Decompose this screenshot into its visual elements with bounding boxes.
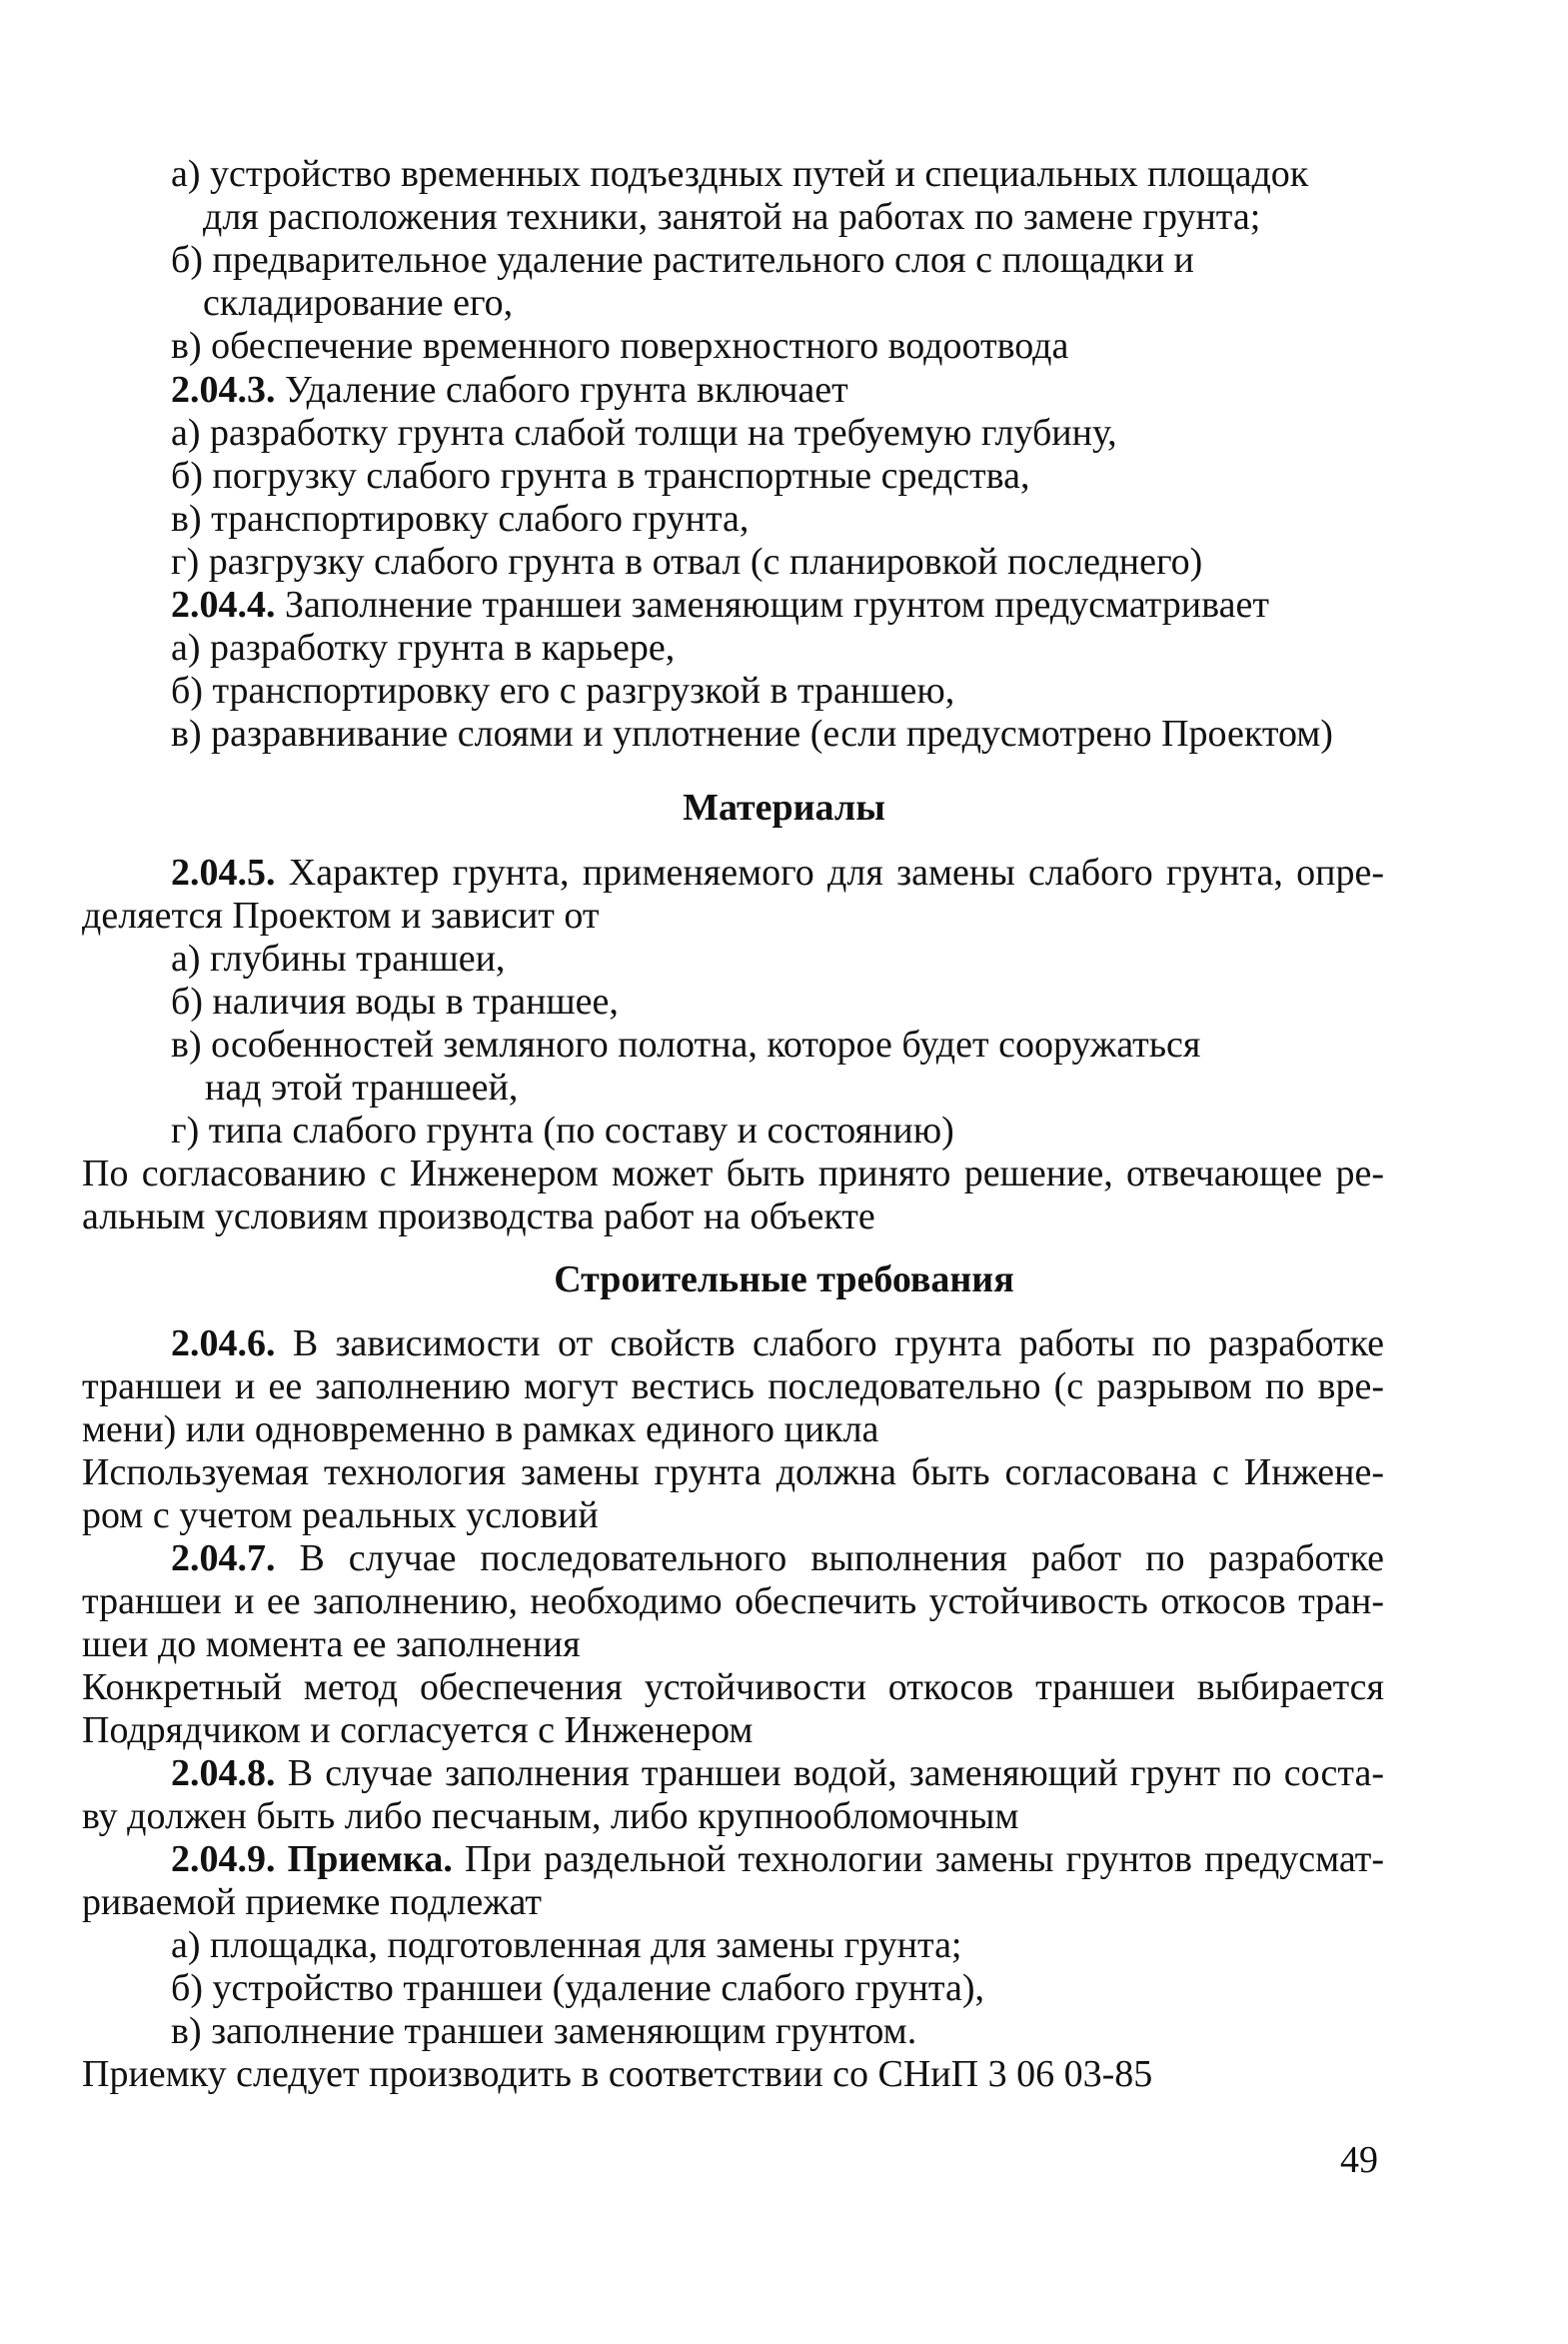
list-item-continuation: для расположения техники, занятой на работах по замене грунта;: [203, 196, 1261, 238]
list-item: в) особенностей земляного полотна, которое будет сооружаться: [171, 1024, 1201, 1066]
list-item: в) заполнение траншеи заменяющим грунтом.: [171, 2010, 917, 2052]
section-2-04-8-line1: [171, 1752, 1384, 1795]
section-text: В случае заполнения траншеи водой, заменяющий грунт по соста-: [275, 1752, 1384, 1794]
section-2-04-7-line1: [171, 1537, 1384, 1580]
list-item: б) погрузку слабого грунта в транспортные средства,: [171, 455, 1030, 497]
section-number: 2.04.7.: [171, 1537, 276, 1579]
section-2-04-9-line1: [171, 1838, 1384, 1881]
paragraph-line: Приемку следует производить в соответствии со СНиП 3 06 03-85: [82, 2053, 1153, 2095]
section-number: 2.04.5.: [171, 852, 276, 894]
section-number: 2.04.9.: [171, 1838, 276, 1880]
paragraph-line: траншеи и ее заполнению, необходимо обеспечить устойчивость откосов тран-: [82, 1580, 1384, 1622]
list-item: г) разгрузку слабого грунта в отвал (с планировкой последнего): [171, 541, 1203, 583]
section-text: Удаление слабого грунта включает: [275, 369, 848, 411]
section-text: В зависимости от свойств слабого грунта работы по разработке: [275, 1322, 1384, 1364]
paragraph-line: альным условиям производства работ на объекте: [82, 1195, 875, 1237]
paragraph-line: риваемой приемке подлежат: [82, 1881, 543, 1923]
paragraph-line: траншеи и ее заполнению могут вестись последовательно (с разрывом по вре-: [82, 1365, 1384, 1407]
list-item: б) наличия воды в траншее,: [171, 981, 619, 1023]
list-item: б) транспортировку его с разгрузкой в траншею,: [171, 670, 955, 712]
heading-construction-requirements: Строительные требования: [554, 1258, 1014, 1300]
list-item: а) площадка, подготовленная для замены грунта;: [171, 1924, 962, 1966]
section-text: В случае последовательного выполнения работ по разработке: [275, 1537, 1384, 1579]
list-item-continuation: над этой траншеей,: [205, 1067, 519, 1109]
section-2-04-6-line1: [171, 1322, 1384, 1365]
section-text: При раздельной технологии замены грунтов предусмат-: [452, 1838, 1385, 1880]
paragraph-line: Конкретный метод обеспечения устойчивости откосов траншеи выбирается: [82, 1666, 1384, 1708]
section-text: Характер грунта, применяемого для замены слабого грунта, опре-: [275, 852, 1384, 894]
list-item: а) разработку грунта в карьере,: [171, 627, 676, 669]
list-item: г) типа слабого грунта (по составу и состоянию): [171, 1110, 954, 1152]
paragraph-line: ром с учетом реальных условий: [82, 1494, 599, 1536]
section-number: 2.04.3.: [171, 369, 276, 411]
list-item: б) устройство траншеи (удаление слабого грунта),: [171, 1967, 984, 2009]
paragraph-line: ву должен быть либо песчаным, либо крупнообломочным: [82, 1795, 1019, 1837]
paragraph-line: шеи до момента ее заполнения: [82, 1623, 581, 1665]
section-number: 2.04.8.: [171, 1752, 276, 1794]
paragraph-line: По согласованию с Инженером может быть принято решение, отвечающее ре-: [82, 1153, 1384, 1194]
list-item: а) разработку грунта слабой толщи на требуемую глубину,: [171, 412, 1117, 454]
paragraph-line: мени) или одновременно в рамках единого цикла: [82, 1408, 879, 1450]
list-item-continuation: складирование его,: [203, 282, 514, 324]
bold-term: Приемка.: [275, 1838, 453, 1880]
list-item: в) обеспечение временного поверхностного водоотвода: [171, 325, 1069, 367]
paragraph-line: Используемая технология замены грунта должна быть согласована с Инжене-: [82, 1451, 1384, 1493]
list-item: в) разравнивание слоями и уплотнение (если предусмотрено Проектом): [171, 713, 1333, 755]
section-2-04-3: [171, 369, 848, 412]
section-number: 2.04.4.: [171, 584, 276, 626]
heading-materials: Материалы: [683, 787, 885, 829]
list-item: в) транспортировку слабого грунта,: [171, 498, 750, 540]
section-2-04-4: [171, 584, 1269, 627]
list-item: а) устройство временных подъездных путей и специальных площадок: [171, 153, 1309, 195]
paragraph-line: Подрядчиком и согласуется с Инженером: [82, 1709, 754, 1751]
list-item: б) предварительное удаление растительного слоя с площадки и: [171, 239, 1194, 281]
page-number: 49: [1340, 2139, 1378, 2181]
section-2-04-5-line1: [171, 852, 1384, 895]
section-text: Заполнение траншеи заменяющим грунтом предусматривает: [275, 584, 1269, 626]
section-number: 2.04.6.: [171, 1322, 276, 1364]
list-item: а) глубины траншеи,: [171, 938, 506, 980]
paragraph-line: деляется Проектом и зависит от: [82, 895, 600, 937]
